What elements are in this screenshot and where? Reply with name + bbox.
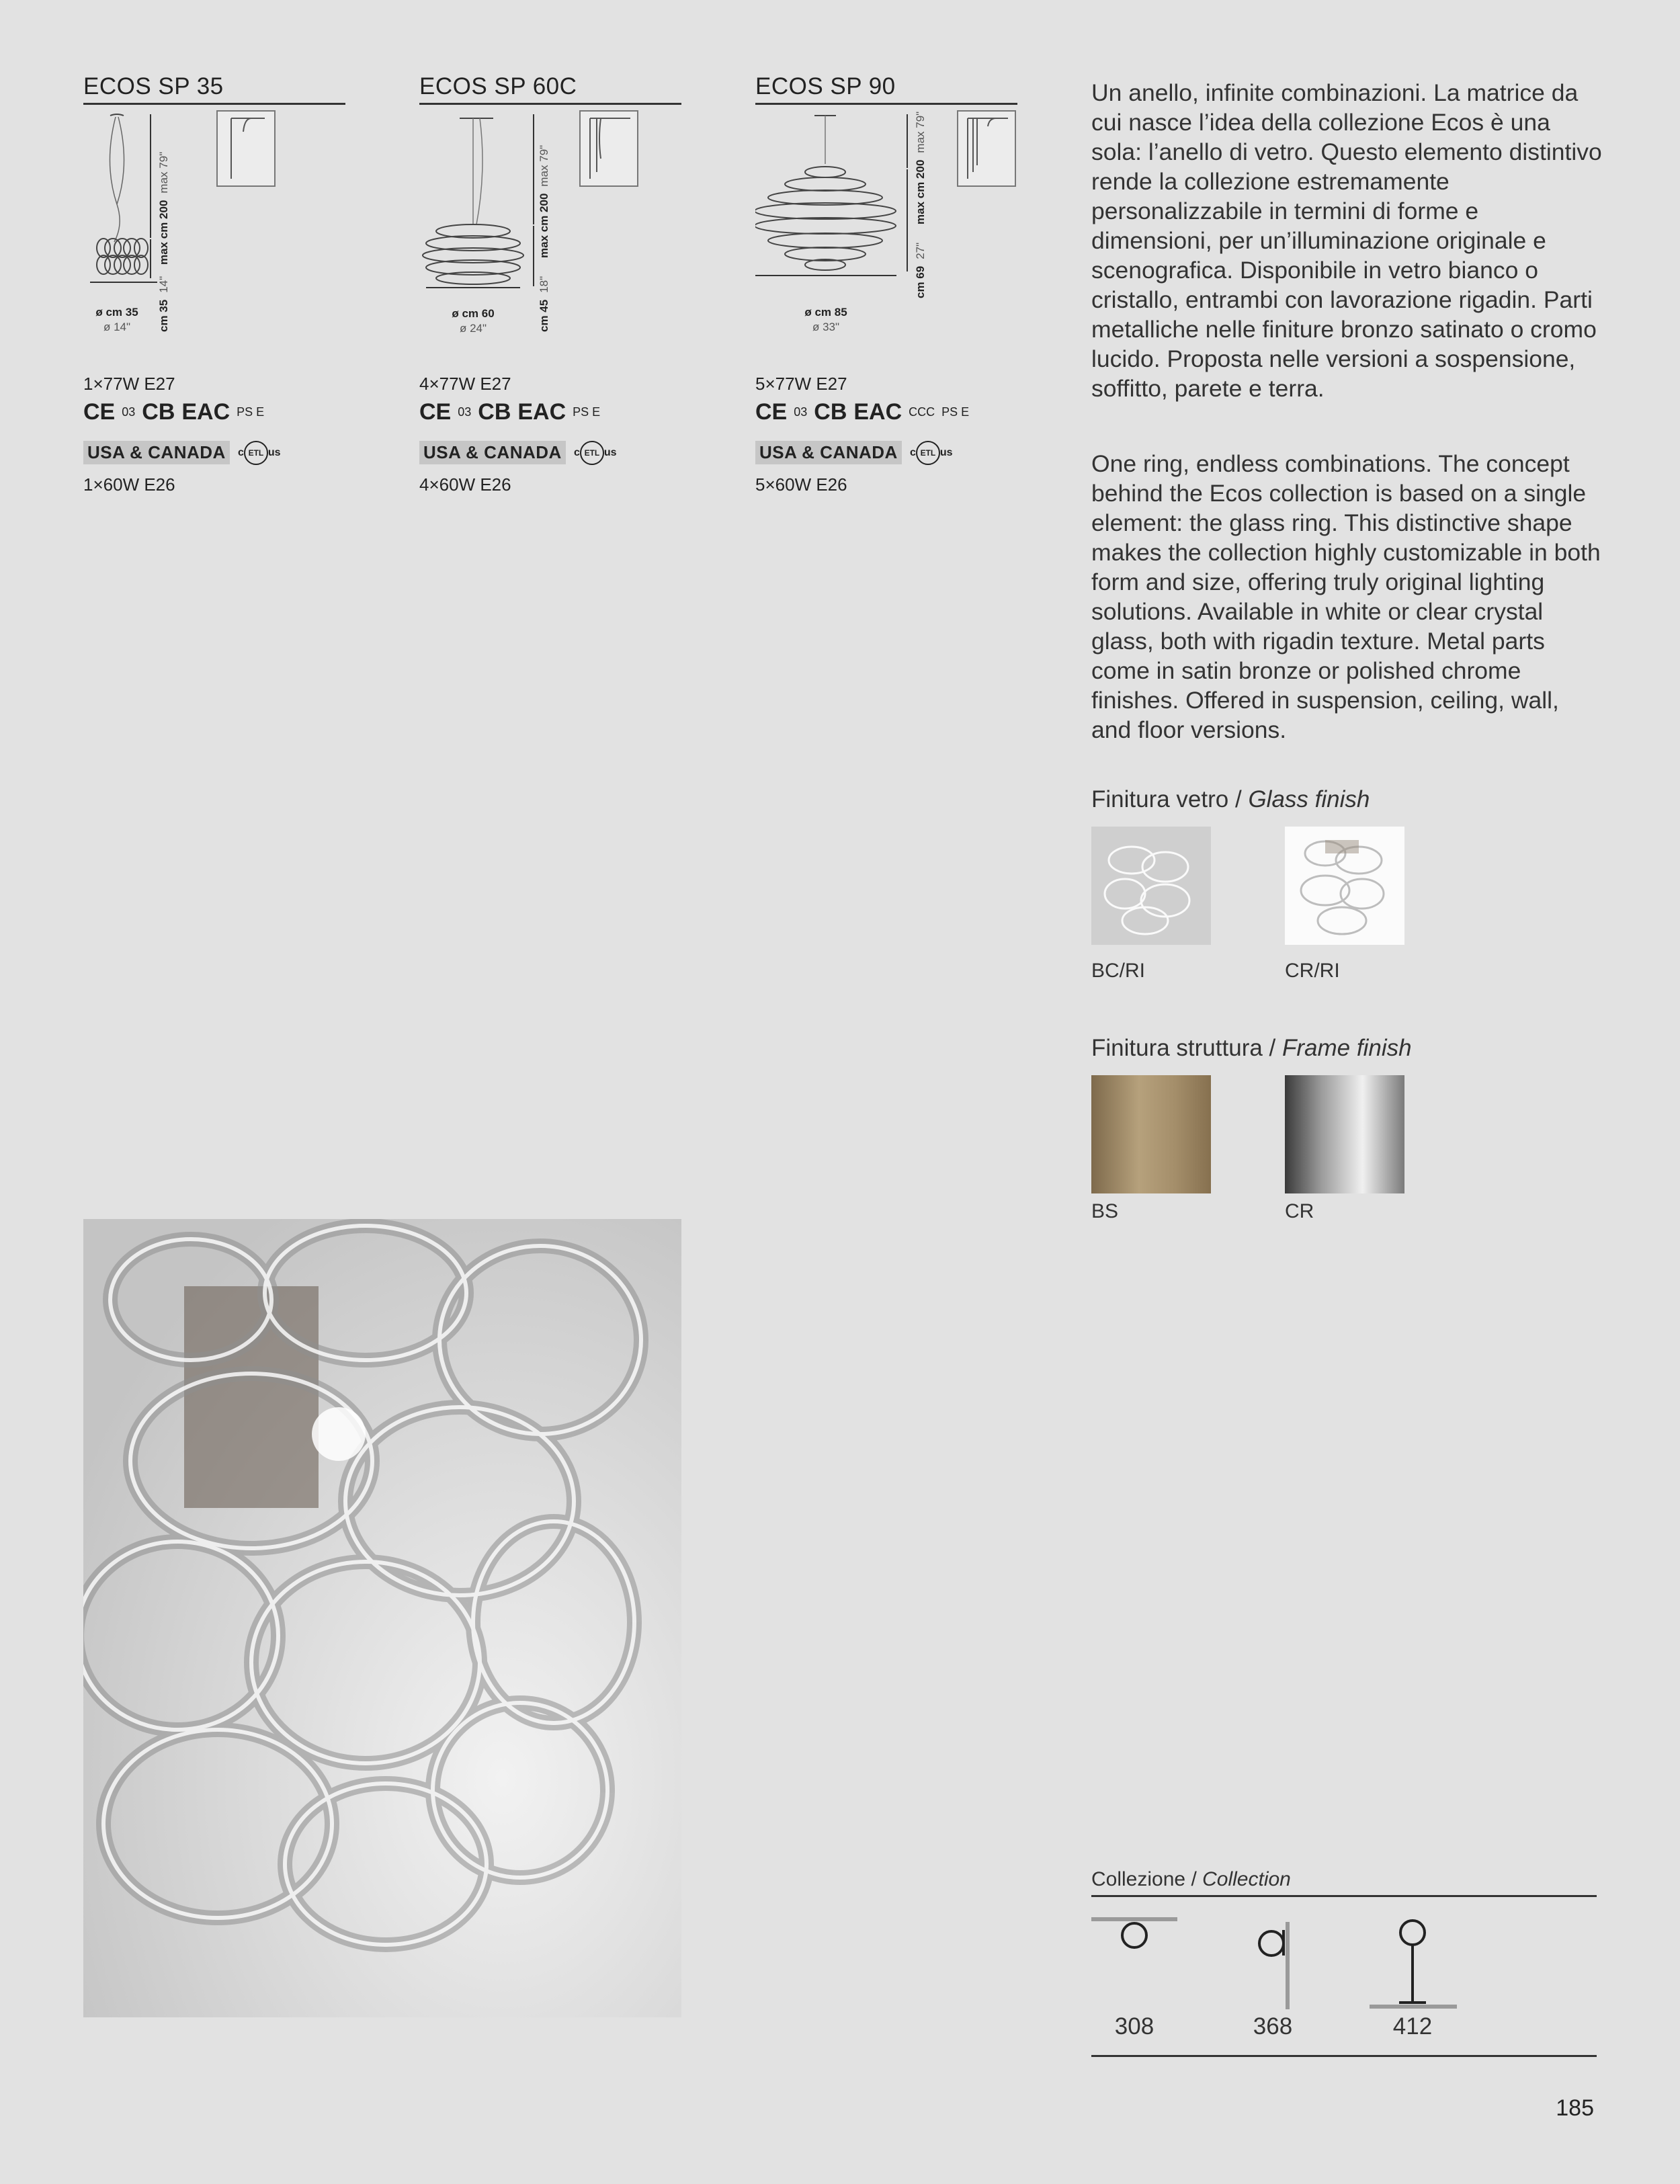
cb-icon: CB bbox=[142, 399, 175, 425]
product-title: ECOS SP 60C bbox=[419, 74, 681, 105]
cb-icon: CB bbox=[814, 399, 847, 425]
swatch-cr[interactable] bbox=[1285, 1075, 1404, 1193]
suspension-icon bbox=[1091, 1919, 1177, 1947]
glass-finish-title: Finitura vetro / Glass finish bbox=[1091, 786, 1370, 812]
swatch-cr-ri[interactable] bbox=[1285, 827, 1404, 945]
product-ecos-sp60c bbox=[419, 73, 681, 495]
description-english: One ring, endless combinations. The concept behind the Ecos collection is based on a single element: the glass ring. This distinctive shape makes the collection highly customizable in both form and size, offering truly original lighting solutions. Available in white or clear crystal glass, both with rigadin texture. Metal parts come in satin bronze or polished chrome finishes. Offered in suspension, ceiling, wall, and floor versions. bbox=[1091, 450, 1601, 743]
collection-page-368[interactable]: 368 bbox=[1253, 2013, 1293, 2040]
swatch-label: BS bbox=[1091, 1200, 1119, 1222]
product-title: ECOS SP 35 bbox=[83, 74, 345, 105]
spec-eu: 5×77W E27 bbox=[755, 374, 847, 394]
product-title: ECOS SP 90 bbox=[755, 74, 1017, 105]
collection-page-308[interactable]: 308 bbox=[1114, 2013, 1154, 2040]
installation-icon bbox=[957, 110, 1016, 187]
cert-icons bbox=[83, 399, 264, 425]
swatch-bs[interactable] bbox=[1091, 1075, 1211, 1193]
frame-finish-title: Finitura struttura / Frame finish bbox=[1091, 1035, 1412, 1061]
wall-icon bbox=[1259, 1922, 1288, 2009]
cert-icons bbox=[419, 399, 600, 425]
dim-height: cm 6927" bbox=[914, 242, 927, 298]
dim-max-height: max cm 200max 79" bbox=[538, 144, 550, 258]
cb-icon: CB bbox=[478, 399, 511, 425]
enec-icon: 03 bbox=[122, 405, 136, 419]
dimension-diagram bbox=[83, 110, 345, 334]
dimension-diagram bbox=[755, 110, 1017, 334]
product-ecos-sp35 bbox=[83, 73, 345, 495]
pse-icon: PS E bbox=[941, 405, 970, 419]
eac-icon: EAC bbox=[517, 399, 566, 425]
etl-icon: c ETL us bbox=[574, 441, 617, 465]
etl-icon: c ETL us bbox=[238, 441, 281, 465]
dim-diameter: ø cm 35 ø 14" bbox=[95, 305, 138, 334]
description-italian: Un anello, infinite combinazioni. La matrice da cui nasce l’idea della collezione Ecos è una sola: l’anello di vetro. Questo elemento distintivo rende la collezione estremamente personalizzabile in termini di forme e dimensioni, per un’illuminazione originale e scenografica. Disponibile in vetro bianco o cristallo, entrambi con lavorazione rigadin. Parti metalliche nelle finiture bronzo satinato o cromo lucido. Proposta nelle versioni a sospensione, soffitto, parete e terra. bbox=[1091, 79, 1602, 402]
usa-canada-badge: USA & CANADA bbox=[83, 441, 230, 464]
spec-us: 1×60W E26 bbox=[83, 474, 175, 495]
dim-diameter: ø cm 85 ø 33" bbox=[804, 305, 847, 334]
dimension-diagram bbox=[419, 110, 681, 335]
ce-icon: CE bbox=[419, 399, 452, 425]
spec-us: 4×60W E26 bbox=[419, 474, 511, 495]
collection-title: Collezione / Collection bbox=[1091, 1868, 1597, 1897]
ccc-icon: CCC bbox=[909, 405, 935, 419]
product-photo bbox=[83, 1219, 681, 2017]
eac-icon: EAC bbox=[181, 399, 230, 425]
dim-diameter: ø cm 60 ø 24" bbox=[452, 306, 495, 335]
swatch-label: CR bbox=[1285, 1200, 1314, 1222]
spec-eu: 4×77W E27 bbox=[419, 374, 511, 394]
dim-height: cm 4518" bbox=[538, 276, 550, 332]
lamp-drawing bbox=[83, 110, 345, 292]
product-ecos-sp90 bbox=[755, 73, 1017, 495]
ce-icon: CE bbox=[83, 399, 116, 425]
dim-max-height: max cm 200max 79" bbox=[914, 111, 927, 224]
ce-icon: CE bbox=[755, 399, 788, 425]
collection-page-412[interactable]: 412 bbox=[1392, 2013, 1433, 2040]
collection-icons bbox=[1091, 1915, 1597, 2009]
spec-us: 5×60W E26 bbox=[755, 474, 847, 495]
installation-icon bbox=[216, 110, 276, 187]
swatch-label: BC/RI bbox=[1091, 960, 1146, 982]
cert-icons bbox=[755, 399, 969, 425]
etl-icon: c ETL us bbox=[910, 441, 953, 465]
dim-max-height: max cm 200max 79" bbox=[157, 151, 170, 265]
chandelier-image bbox=[83, 1219, 681, 2017]
floor-icon bbox=[1370, 1921, 1457, 2007]
usa-canada-badge: USA & CANADA bbox=[755, 441, 902, 464]
collection-divider bbox=[1091, 2055, 1597, 2057]
enec-icon: 03 bbox=[794, 405, 808, 419]
spec-eu: 1×77W E27 bbox=[83, 374, 175, 394]
enec-icon: 03 bbox=[458, 405, 472, 419]
pse-icon: PS E bbox=[573, 405, 601, 419]
swatch-bc-ri[interactable] bbox=[1091, 827, 1211, 945]
usa-canada-badge: USA & CANADA bbox=[419, 441, 566, 464]
eac-icon: EAC bbox=[853, 399, 902, 425]
glass-swatch-image bbox=[1091, 827, 1211, 945]
page-number: 185 bbox=[1556, 2095, 1594, 2121]
dim-height: cm 3514" bbox=[157, 276, 170, 332]
installation-icon bbox=[579, 110, 638, 187]
pse-icon: PS E bbox=[237, 405, 265, 419]
glass-swatch-image bbox=[1285, 827, 1404, 945]
swatch-label: CR/RI bbox=[1285, 960, 1340, 982]
